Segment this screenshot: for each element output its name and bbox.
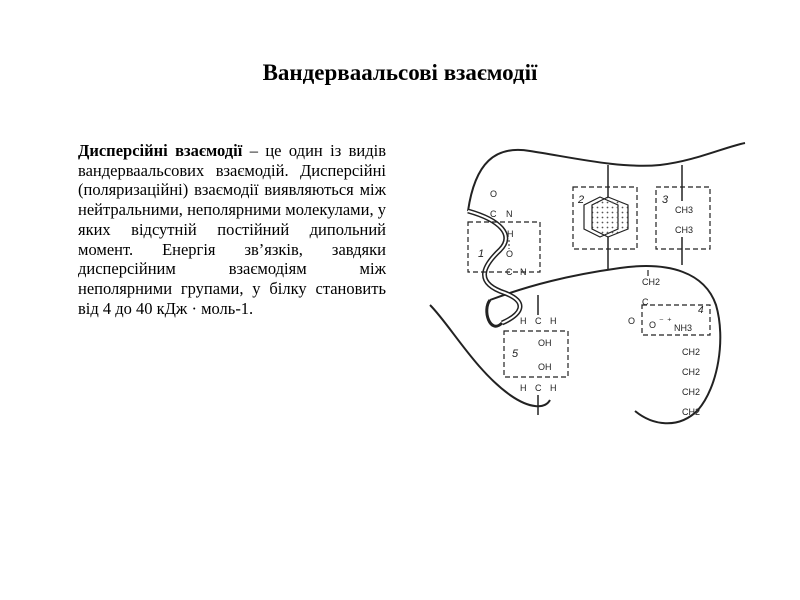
protein-interactions-figure (420, 125, 760, 445)
atom-label: H (550, 383, 557, 393)
atom-label: N (506, 209, 513, 219)
atom-label: H (550, 316, 557, 326)
slide-title: Вандерваальсові взаємодії (262, 60, 538, 85)
group-label: C (642, 297, 649, 307)
body-paragraph (78, 141, 386, 318)
group-label: O (628, 316, 636, 326)
atom-label: C (490, 209, 497, 219)
atom-label: H (507, 229, 514, 239)
group-label: ⁻ (659, 316, 664, 326)
atom-label: C (535, 383, 542, 393)
methyl-label: CH3 (675, 225, 694, 235)
box-number-2: 2 (578, 194, 585, 206)
group-label: NH3 (674, 323, 693, 333)
atom-label: H (520, 316, 527, 326)
aromatic-ring-front (592, 197, 628, 237)
box-number-1: 1 (478, 248, 485, 260)
chain-label: CH2 (682, 407, 701, 417)
atom-label: N (520, 267, 527, 277)
box-number-3: 3 (662, 194, 669, 206)
paragraph-text: – це один із видів вандерваальсових взаємодій. Дисперсійні (поляризаційні) взаємодії виявляються між нейтральними, неполярними молекулами, у яких відсутній постійний дипольний момент. Енергія зв’язків, завдяки дисперсійним взаємодіям між неполярними групами, у білку становить від 4 до 40 кДж · моль-1. (78, 141, 386, 318)
atom-label: O (490, 189, 498, 199)
chain-label: CH2 (682, 367, 701, 377)
group-label: ⁺ (667, 316, 672, 326)
group-label: CH2 (642, 277, 661, 287)
atom-label: OH (538, 338, 552, 348)
box-number-4: 4 (698, 305, 704, 316)
methyl-label: CH3 (675, 205, 694, 215)
atom-label: H (520, 383, 527, 393)
atom-label: O (506, 249, 514, 259)
protein-backbone-lower (490, 266, 720, 423)
chain-label: CH2 (682, 347, 701, 357)
helix-tail (487, 300, 502, 326)
group-label: O (649, 320, 657, 330)
chain-label: CH2 (682, 387, 701, 397)
atom-label: C (506, 267, 513, 277)
box-number-5: 5 (512, 348, 519, 360)
term-highlight: Дисперсійні взаємодії (78, 141, 243, 160)
atom-label: OH (538, 362, 552, 372)
atom-label: C (535, 316, 542, 326)
